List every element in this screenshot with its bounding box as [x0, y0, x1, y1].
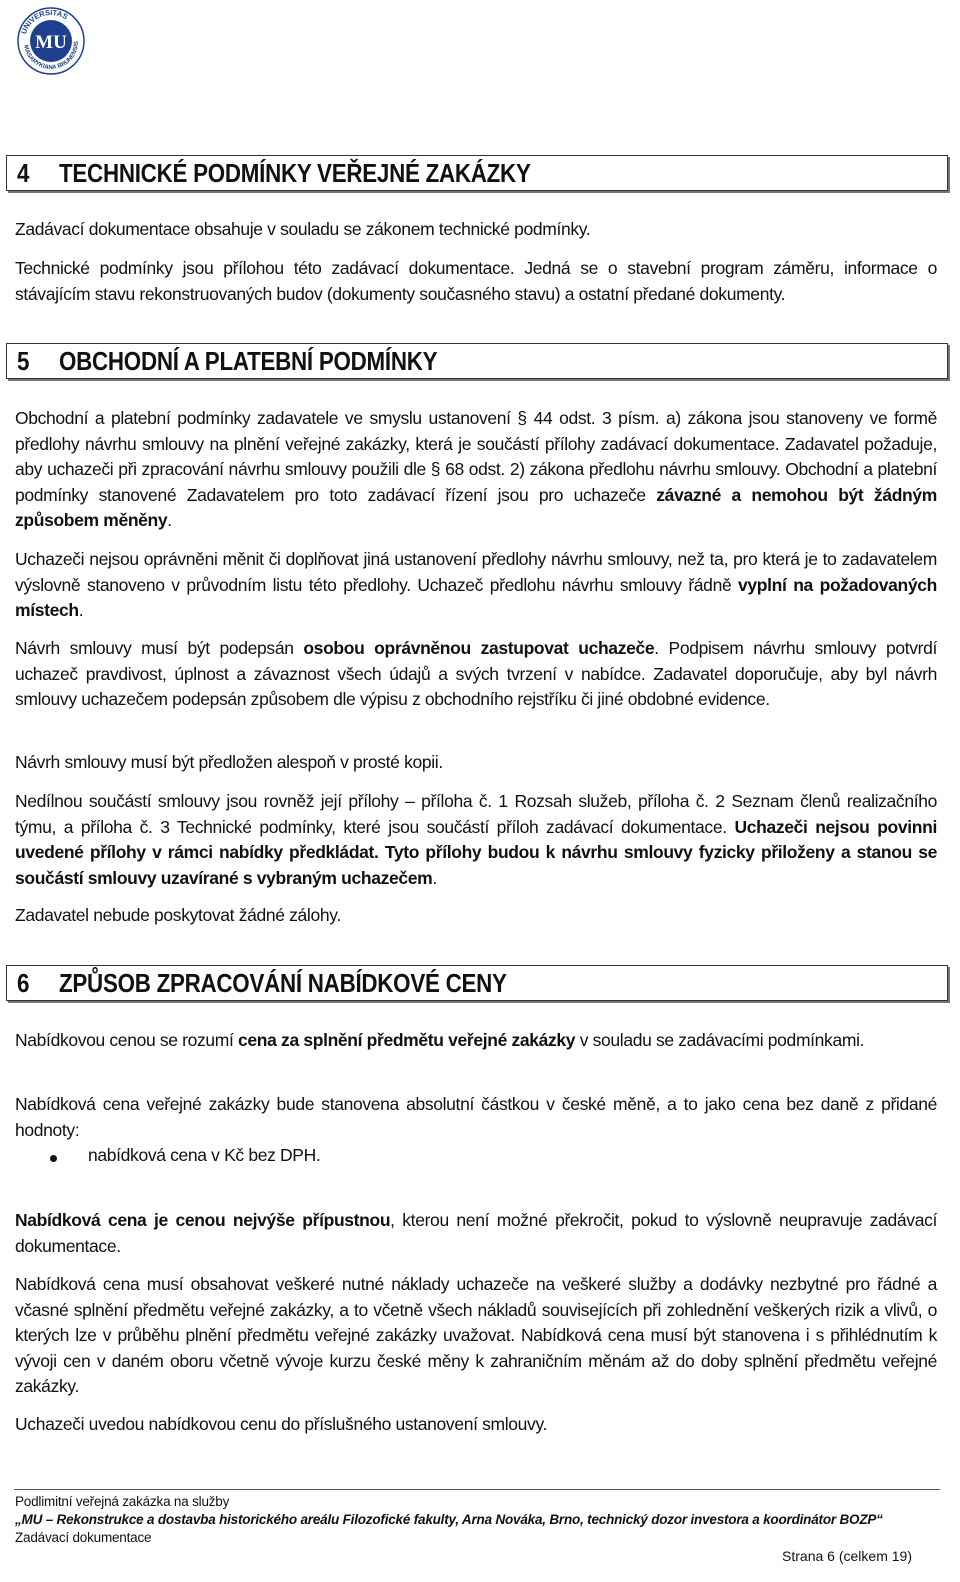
- section-4-heading: [6, 155, 948, 191]
- footer-line-1: Podlimitní veřejná zakázka na služby: [15, 1494, 230, 1509]
- bullet-icon: [50, 1155, 57, 1162]
- footer-divider: [14, 1489, 940, 1490]
- s4-paragraph-1: Zadávací dokumentace obsahuje v souladu se zákonem technické podmínky.: [15, 219, 591, 239]
- s6-paragraph-2: Nabídková cena veřejné zakázky bude stanovena absolutní částkou v české měně, a to jako cena bez daně z přidané hodnoty:: [15, 1094, 937, 1140]
- footer-line-2: „MU – Rekonstrukce a dostavba historického areálu Filozofické fakulty, Arna Nováka, Brno, technický dozor investora a koordinátor BOZP“: [15, 1512, 883, 1527]
- s6-paragraph-1: Nabídkovou cenou se rozumí cena za splnění předmětu veřejné zakázky v souladu se zadávacími podmínkami.: [15, 1030, 865, 1050]
- s5-paragraph-2: Uchazeči nejsou oprávněni měnit či doplňovat jiná ustanovení předlohy návrhu smlouvy, než ta, pro která je to zadavatelem výslovně stanoveno v průvodním listu této předlohy. Uchazeč předlohu návrhu smlouvy řádně vyplní na požadovaných místech.: [15, 549, 937, 621]
- s6-paragraph-3: Nabídková cena je cenou nejvýše přípustnou, kterou není možné překročit, pokud to výslovně neupravuje zadávací dokumentace.: [15, 1210, 937, 1256]
- s5-paragraph-6: Zadavatel nebude poskytovat žádné zálohy.: [15, 905, 341, 925]
- page-number: Strana 6 (celkem 19): [782, 1548, 912, 1564]
- s5-paragraph-4: Návrh smlouvy musí být předložen alespoň v prosté kopii.: [15, 752, 443, 772]
- s6-paragraph-5: Uchazeči uvedou nabídkovou cenu do příslušného ustanovení smlouvy.: [15, 1414, 548, 1434]
- bullet-list: [50, 1145, 320, 1166]
- s5-paragraph-5: Nedílnou součástí smlouvy jsou rovněž její přílohy – příloha č. 1 Rozsah služeb, příloha č. 2 Seznam členů realizačního týmu, a příloha č. 3 Technické podmínky, které jsou součástí příloh zadávací dokumentace. Uchazeči nejsou povinni uvedené přílohy v rámci nabídky předkládat. Tyto přílohy budou k návrhu smlouvy fyzicky přiloženy a stanou se součástí smlouvy uzavírané s vybraným uchazečem.: [15, 791, 937, 888]
- section-6-heading: [6, 965, 948, 1001]
- section-title: TECHNICKÉ PODMÍNKY VEŘEJNÉ ZAKÁZKY: [59, 157, 531, 188]
- s6-paragraph-4: Nabídková cena musí obsahovat veškeré nutné náklady uchazeče na veškeré služby a dodávky nezbytné pro řádné a včasné splnění předmětu veřejné zakázky, a to včetně všech nákladů souvisejících při zohlednění veškerých rizik a vlivů, o kterých lze v průběhu plnění předmětu veřejné zakázky uvažovat. Nabídková cena musí být stanovena i s přihlédnutím k vývoji cen v daném oboru včetně vývoje kurzu české měny k zahraničním měnám až do doby splnění předmětu veřejné zakázky.: [15, 1274, 937, 1397]
- section-title: OBCHODNÍ A PLATEBNÍ PODMÍNKY: [59, 345, 438, 376]
- svg-text:MASARYKIANA BRUNENSIS: MASARYKIANA BRUNENSIS: [22, 41, 81, 72]
- s4-paragraph-2: Technické podmínky jsou přílohou této zadávací dokumentace. Jedná se o stavební program záměru, informace o stávajícím stavu rekonstruovaných budov (dokumenty současného stavu) a ostatní předané dokumenty.: [15, 258, 937, 304]
- s5-paragraph-1: Obchodní a platební podmínky zadavatele ve smyslu ustanovení § 44 odst. 3 písm. a) zákona jsou stanoveny ve formě předlohy návrhu smlouvy na plnění veřejné zakázky, která je součástí přílohy zadávací dokumentace. Zadavatel požaduje, aby uchazeči při zpracování návrhu smlouvy použili dle § 68 odst. 2) zákona předlohu návrhu smlouvy. Obchodní a platební podmínky stanovené Zadavatelem pro toto zadávací řízení jsou pro uchazeče závazné a nemohou být žádným způsobem měněny.: [15, 408, 937, 531]
- list-item: nabídková cena v Kč bez DPH.: [88, 1145, 321, 1165]
- section-number: 6: [17, 967, 30, 998]
- section-number: 4: [17, 157, 30, 188]
- s5-paragraph-3: Návrh smlouvy musí být podepsán osobou oprávněnou zastupovat uchazeče. Podpisem návrhu smlouvy potvrdí uchazeč pravdivost, úplnost a závaznost všech údajů a svých tvrzení v nabídce. Zadavatel doporučuje, aby byl návrh smlouvy uchazečem podepsán způsobem dle výpisu z obchodního rejstříku či jiné obdobné evidence.: [15, 638, 937, 710]
- section-number: 5: [17, 345, 30, 376]
- section-title: ZPŮSOB ZPRACOVÁNÍ NABÍDKOVÉ CENY: [59, 967, 507, 998]
- svg-text:UNIVERSITAS: UNIVERSITAS: [19, 7, 70, 36]
- logo-monogram: MU: [35, 32, 67, 53]
- university-logo: [16, 6, 86, 76]
- section-5-heading: [6, 343, 948, 379]
- footer-line-3: Zadávací dokumentace: [15, 1530, 152, 1545]
